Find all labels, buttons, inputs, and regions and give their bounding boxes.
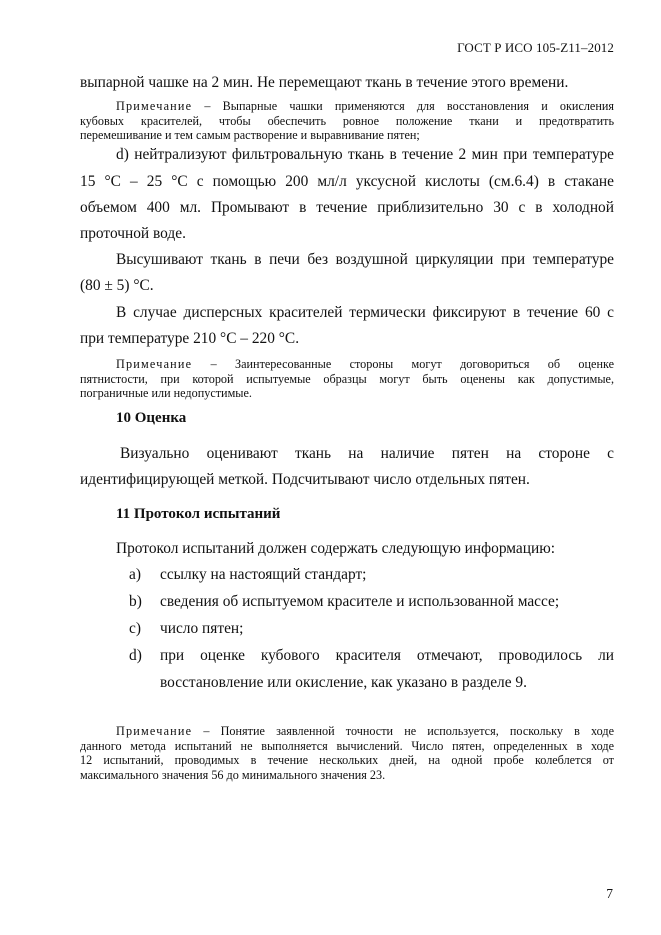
note1-line1 (116, 99, 614, 113)
note2-line3: пограничные или недопустимые. (80, 386, 252, 400)
list-item-text: число пятен; (160, 620, 244, 637)
drying-line1: Высушивают ткань в печи без воздушной циркуляции при температуре (116, 251, 614, 268)
list-item-letter: a) (129, 566, 141, 583)
step-d-line3: объемом 400 мл. Промывают в течение приблизительно 30 с в холодной (80, 199, 614, 216)
note3-line3: 12 испытаний, проводимых в течение нескольких дней, на одной пробе колеблется от (80, 753, 614, 767)
list-item-text: ссылку на настоящий стандарт; (160, 566, 367, 583)
note1-line3: перемешивание и тем самым растворение и выравнивание пятен; (80, 128, 420, 142)
note3-line2: данного метода испытаний не выполняется вычислений. Число пятен, определенных в ходе (80, 739, 614, 753)
page-header-standard: ГОСТ Р ИСО 105-Z11–2012 (457, 40, 614, 55)
note3-line4: максимального значения 56 до минимального значения 23. (80, 768, 386, 782)
note-label: Примечание (116, 99, 193, 113)
step-d-line1: d) нейтрализуют фильтровальную ткань в течение 2 мин при температуре (116, 146, 614, 163)
note2-line1 (116, 357, 614, 371)
page-number: 7 (606, 886, 613, 901)
section-10-line1: Визуально оценивают ткань на наличие пятен на стороне с (120, 445, 614, 462)
list-item-text-continued: восстановление или окисление, как указано в разделе 9. (160, 674, 527, 691)
list-item-letter: c) (129, 620, 141, 637)
list-item-letter: b) (129, 593, 142, 610)
disperse-line2: при температуре 210 °С – 220 °С. (80, 330, 300, 347)
note3-line1-text: – Понятие заявленной точности не используется, поскольку в ходе (192, 724, 614, 738)
section-10-heading: 10 Оценка (116, 410, 187, 426)
drying-line2: (80 ± 5) °С. (80, 277, 154, 294)
note1-line2: кубовых красителей, чтобы обеспечить ровное положение ткани и предотвратить (80, 114, 614, 128)
section-11-heading: 11 Протокол испытаний (116, 506, 281, 522)
section-11-intro: Протокол испытаний должен содержать следующую информацию: (116, 540, 555, 557)
note3-line1 (116, 724, 614, 738)
note2-line1-text: – Заинтересованные стороны могут договориться об оценке (192, 357, 614, 371)
disperse-line1: В случае дисперсных красителей термически фиксируют в течение 60 с (116, 304, 614, 321)
list-item-letter: d) (129, 647, 142, 664)
step-d-line4: проточной воде. (80, 225, 186, 242)
note1-line1-text: – Выпарные чашки применяются для восстановления и окисления (192, 99, 614, 113)
note-label: Примечание (116, 724, 193, 738)
section-10-line2: идентифицирующей меткой. Подсчитывают число отдельных пятен. (80, 471, 530, 488)
step-d-line2: 15 °С – 25 °С с помощью 200 мл/л уксусной кислоты (см.6.4) в стакане (80, 173, 614, 190)
list-item-text: сведения об испытуемом красителе и использованной массе; (160, 593, 560, 610)
note2-line2: пятнистости, при которой испытуемые образцы могут быть оценены как допустимые, (80, 372, 614, 386)
paragraph-evaporating-dish: выпарной чашке на 2 мин. Не перемещают ткань в течение этого времени. (80, 74, 569, 91)
list-item-text: при оценке кубового красителя отмечают, проводилось ли (160, 647, 614, 664)
note-label: Примечание (116, 357, 193, 371)
